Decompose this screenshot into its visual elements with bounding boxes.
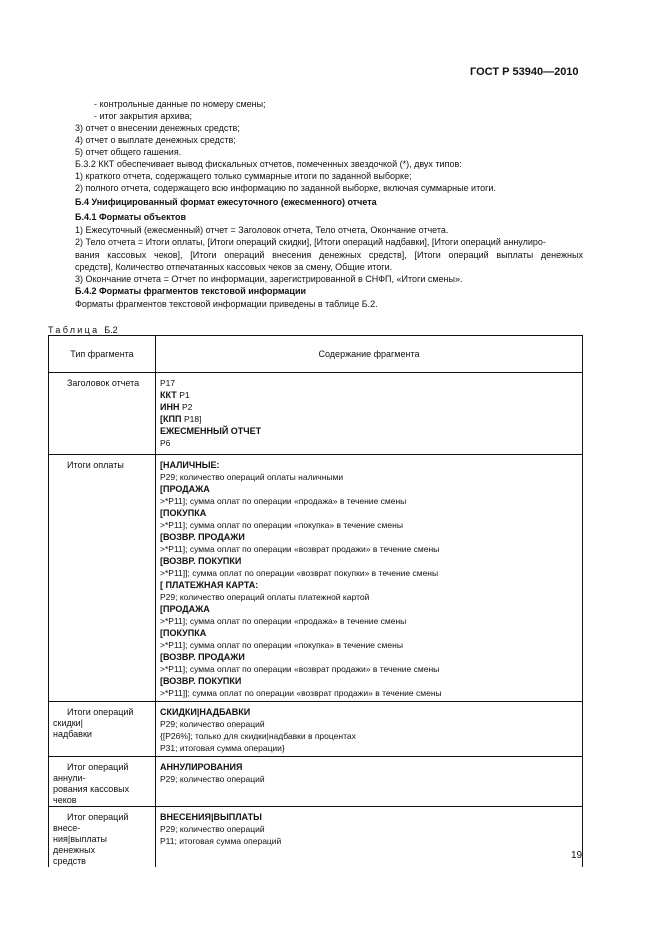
content-keyword-line: [ВОЗВР. ПОКУПКИ [160, 676, 242, 686]
fragment-type-cell: Итоги операций скидки| надбавки [49, 702, 156, 757]
fragment-content-cell: P17 ККТ P1 ИНН P2 [КПП P18] ЕЖЕСМЕННЫЙ ОТЧЕТ P6 [156, 373, 583, 455]
table-row [49, 757, 583, 807]
text-line: 2) Тело отчета = Итоги оплаты, [Итоги операций скидки], [Итоги операций надбавки], [Итоги операций аннулиро- [75, 237, 546, 247]
text-line: 4) отчет о выплате денежных средств; [75, 135, 236, 145]
text-line: 1) Ежесуточный (ежесменный) отчет = Заголовок отчета, Тело отчета, Окончание отчета. [75, 225, 449, 235]
text-line: Б.3.2 ККТ обеспечивает вывод фискальных отчетов, помеченных звездочкой (*), двух типов: [75, 159, 462, 169]
subsection-heading: Б.4.2 Форматы фрагментов текстовой информации [75, 286, 307, 296]
content-field-line: P29; количество операций оплаты платежной картой [160, 592, 370, 602]
text-line: 1) краткого отчета, содержащего только суммарные итоги по заданной выборке; [75, 171, 412, 181]
fragment-type-cell: Итоги оплаты [49, 455, 156, 702]
table-row [49, 455, 583, 702]
column-header-content: Содержание фрагмента [156, 336, 583, 373]
fragment-type-cell: Итог операций внесе- ния|выплаты денежных средств [49, 807, 156, 868]
table-row [49, 373, 583, 455]
table-row [49, 702, 583, 757]
page-number: 19 [571, 850, 583, 861]
content-field-line: >*P11]]; сумма оплат по операции «возврат покупки» в течение смены [160, 568, 439, 578]
fragment-content-cell: СКИДКИ|НАДБАВКИ P29; количество операций {[P26%]; только для скидки|надбавки в процентах P31; итоговая сумма операции} [156, 702, 583, 757]
content-keyword-line: [ПОКУПКА [160, 628, 207, 638]
subsection-heading: Б.4.1 Форматы объектов [75, 212, 187, 222]
fragment-type-cell: Заголовок отчета [49, 373, 156, 455]
formats-table [48, 335, 583, 867]
content-field-line: >*P11]; сумма оплат по операции «продажа» в течение смены [160, 496, 407, 506]
document-code: ГОСТ Р 53940—2010 [470, 66, 579, 78]
content-field-line: >*P11]; сумма оплат по операции «возврат продажи» в течение смены [160, 664, 440, 674]
content-field-line: P29; количество операций оплаты наличными [160, 472, 344, 482]
text-line: Форматы фрагментов текстовой информации приведены в таблице Б.2. [75, 299, 378, 309]
content-field-line: >*P11]]; сумма оплат по операции «возврат продажи» в течение смены [160, 688, 442, 698]
column-header-type: Тип фрагмента [49, 336, 156, 373]
table-header-row [49, 336, 583, 373]
content-keyword-line: [ВОЗВР. ПОКУПКИ [160, 556, 242, 566]
text-line: вания кассовых чеков], [Итоги операций внесения денежных средств], [Итоги операций выплаты денежных [75, 250, 583, 260]
content-field-line: >*P11]; сумма оплат по операции «покупка» в течение смены [160, 520, 403, 530]
text-line: 3) Окончание отчета = Отчет по информации, зарегистрированной в СНФП, «Итоги смены». [75, 274, 463, 284]
content-keyword-line: [ВОЗВР. ПРОДАЖИ [160, 652, 245, 662]
content-keyword-line: [ПРОДАЖА [160, 484, 210, 494]
fragment-content-cell: ВНЕСЕНИЯ|ВЫПЛАТЫ P29; количество операций P11; итоговая сумма операций [156, 807, 583, 868]
fragment-content-cell: АННУЛИРОВАНИЯ P29; количество операций [156, 757, 583, 807]
content-field-line: >*P11]; сумма оплат по операции «возврат продажи» в течение смены [160, 544, 440, 554]
text-line: средств], Количество отпечатанных кассовых чеков за смену, Общие итоги. [75, 262, 393, 272]
table-row [49, 807, 583, 868]
text-line: - контрольные данные по номеру смены; [94, 99, 266, 109]
text-line: 2) полного отчета, содержащего всю информацию по заданной выборке, включая суммарные итоги. [75, 183, 496, 193]
section-heading: Б.4 Унифицированный формат ежесуточного (ежесменного) отчета [75, 197, 377, 207]
text-line: - итог закрытия архива; [94, 111, 193, 121]
content-field-line: >*P11]; сумма оплат по операции «продажа» в течение смены [160, 616, 407, 626]
fragment-content-cell [156, 455, 583, 702]
fragment-type-cell: Итог операций аннули- рования кассовых чеков [49, 757, 156, 807]
text-line: 5) отчет общего гашения. [75, 147, 182, 157]
content-keyword-line: [ПОКУПКА [160, 508, 207, 518]
table-caption-word: Таблица [48, 325, 100, 335]
text-line: 3) отчет о внесении денежных средств; [75, 123, 240, 133]
content-keyword-line: [ ПЛАТЕЖНАЯ КАРТА: [160, 580, 259, 590]
content-keyword-line: [НАЛИЧНЫЕ: [160, 460, 220, 470]
table-caption-number: Б.2 [104, 325, 118, 335]
content-keyword-line: [ВОЗВР. ПРОДАЖИ [160, 532, 245, 542]
content-field-line: >*P11]; сумма оплат по операции «покупка» в течение смены [160, 640, 403, 650]
content-keyword-line: [ПРОДАЖА [160, 604, 210, 614]
